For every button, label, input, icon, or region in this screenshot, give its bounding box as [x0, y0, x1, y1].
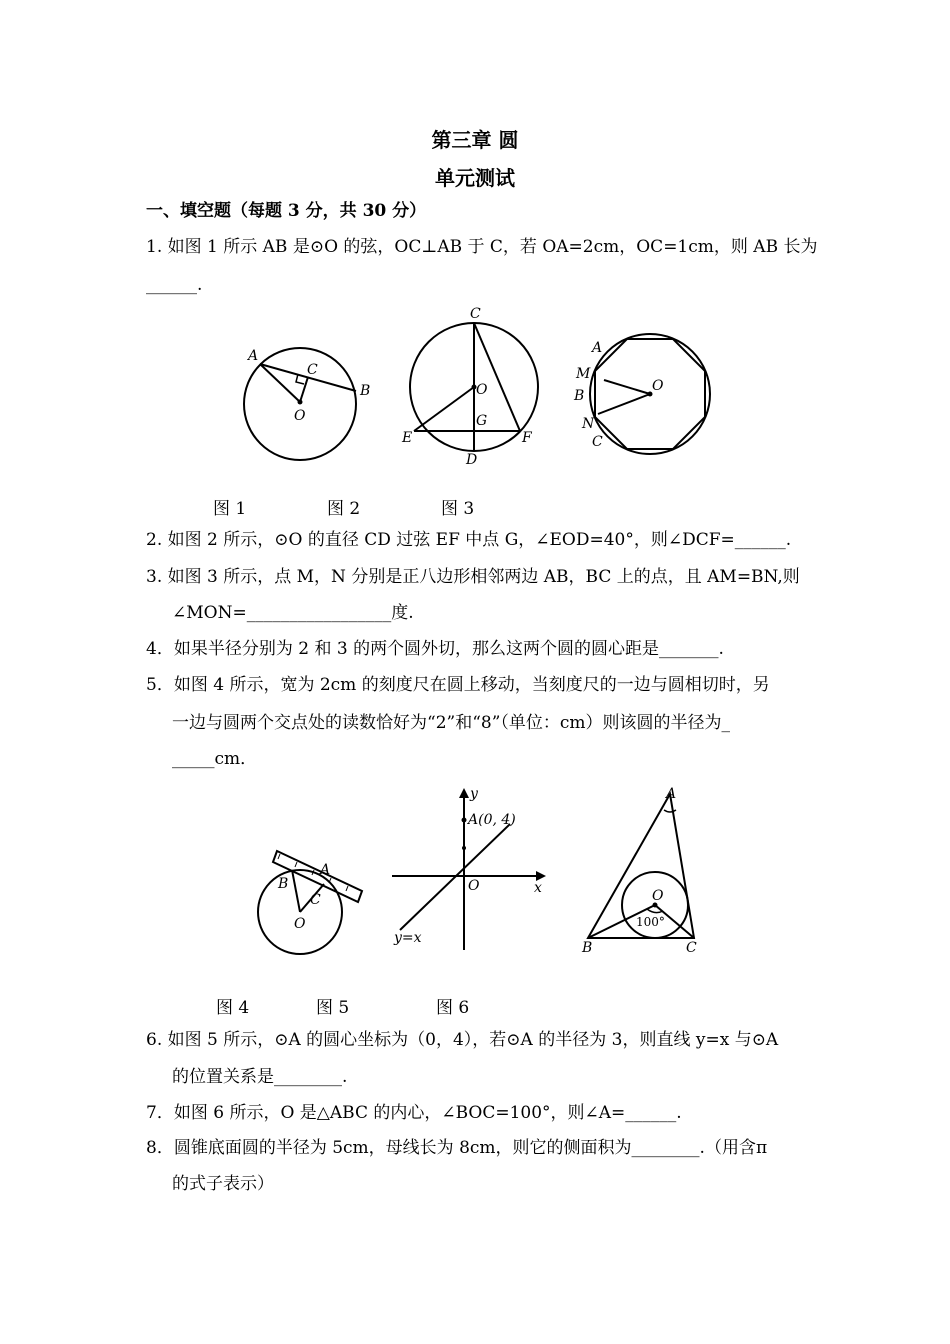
question-6-line-1: 6. 如图 5 所示，⊙A 的圆心坐标为（0，4），若⊙A 的半径为 3，则直线 y=x 与⊙A	[146, 1030, 779, 1050]
question-5-line-1: 5．如图 4 所示，宽为 2cm 的刻度尺在圆上移动，当刻度尺的一边与圆相切时，另	[146, 675, 770, 695]
fig2-label-g: G	[476, 413, 488, 429]
fig2-label-o: O	[476, 382, 488, 398]
fig6-label-b: B	[582, 940, 593, 956]
fig3-segment-om	[604, 380, 650, 394]
chapter-title: 第三章 圆	[431, 128, 519, 152]
fig4-segment-ob	[292, 870, 300, 912]
fig3-label-b: B	[574, 388, 585, 404]
figure-2	[396, 302, 556, 468]
fig3-label-c: C	[592, 434, 603, 450]
question-2-line-1: 2. 如图 2 所示，⊙O 的直径 CD 过弦 EF 中点 G，∠EOD=40°，则∠DCF=______.	[146, 530, 792, 550]
fig6-angle-a-mark	[664, 810, 676, 812]
fig4-label-c: C	[310, 892, 321, 908]
figure-4	[252, 846, 372, 958]
fig6-label-o: O	[652, 888, 664, 904]
fig1-label-c: C	[307, 362, 318, 378]
fig3-label-o: O	[652, 378, 664, 394]
fig2-label-c: C	[470, 306, 481, 322]
figure-3	[570, 330, 720, 460]
unit-test-subtitle: 单元测试	[435, 166, 515, 190]
fig5-label-a: A(0, 4)	[468, 812, 516, 828]
fig5-y-arrow-icon	[459, 788, 469, 798]
fig4-label-o: O	[294, 916, 306, 932]
question-8-line-2: 的式子表示）	[172, 1174, 274, 1194]
fig4-ruler-tick	[346, 886, 348, 891]
fig5-label-line: y=x	[394, 930, 422, 946]
question-7-line-1: 7．如图 6 所示，O 是△ABC 的内心，∠BOC=100°，则∠A=______.	[146, 1103, 682, 1123]
figure-5	[388, 784, 552, 956]
fig6-angle-label: 100°	[636, 915, 665, 929]
caption-figure-1: 图 1	[213, 499, 247, 519]
question-1-line-2: ______.	[146, 275, 203, 295]
fig4-label-a: A	[320, 862, 331, 878]
question-5-line-2: 一边与圆两个交点处的读数恰好为“2”和“8”（单位：cm）则该圆的半径为_	[172, 713, 731, 733]
figure-1	[236, 340, 376, 470]
fig2-label-f: F	[522, 430, 532, 446]
fig5-label-o: O	[468, 878, 480, 894]
question-5-line-3: _____cm．	[172, 749, 258, 769]
question-8-line-1: 8．圆锥底面圆的半径为 5cm，母线长为 8cm，则它的侧面积为________.（用含π	[146, 1138, 768, 1158]
section-heading-fill-in: 一、填空题（每题 3 分，共 30 分）	[146, 201, 427, 221]
fig1-segment-oc	[300, 377, 308, 402]
fig5-label-y: y	[470, 786, 478, 802]
caption-figure-2: 图 2	[327, 499, 361, 519]
fig6-label-c: C	[686, 940, 697, 956]
caption-figure-3: 图 3	[441, 499, 475, 519]
fig3-label-m: M	[576, 366, 591, 382]
fig5-label-x: x	[534, 880, 542, 896]
fig3-segment-on	[598, 394, 650, 414]
caption-figure-4: 图 4	[216, 998, 250, 1018]
fig2-segment-oe	[414, 387, 474, 431]
caption-figure-5: 图 5	[316, 998, 350, 1018]
fig1-label-o: O	[294, 408, 306, 424]
fig2-label-e: E	[402, 430, 413, 446]
fig1-label-a: A	[248, 348, 259, 364]
question-3-line-1: 3. 如图 3 所示，点 M，N 分别是正八边形相邻两边 AB，BC 上的点，且 AM=BN,则	[146, 567, 800, 587]
caption-figure-6: 图 6	[436, 998, 470, 1018]
fig4-ruler-tick	[278, 854, 280, 859]
fig4-label-b: B	[278, 876, 289, 892]
figure-6	[576, 784, 710, 956]
question-4-line-1: 4．如果半径分别为 2 和 3 的两个圆外切，那么这两个圆的圆心距是_______.	[146, 639, 724, 659]
fig5-point-a	[462, 818, 467, 823]
fig4-ruler-tick	[295, 862, 297, 867]
fig6-label-a: A	[666, 786, 677, 802]
fig1-label-b: B	[360, 383, 371, 399]
question-1-line-1: 1. 如图 1 所示 AB 是⊙O 的弦，OC⊥AB 于 C，若 OA=2cm，OC=1cm，则 AB 长为	[146, 237, 818, 257]
fig2-label-d: D	[466, 452, 478, 468]
fig3-label-a: A	[592, 340, 603, 356]
fig5-tick-dot	[462, 846, 466, 850]
question-3-line-2: ∠MON=_________________度.	[172, 603, 414, 623]
question-6-line-2: 的位置关系是________.	[172, 1067, 348, 1087]
fig1-center-dot	[298, 400, 303, 405]
fig3-label-n: N	[582, 416, 595, 432]
